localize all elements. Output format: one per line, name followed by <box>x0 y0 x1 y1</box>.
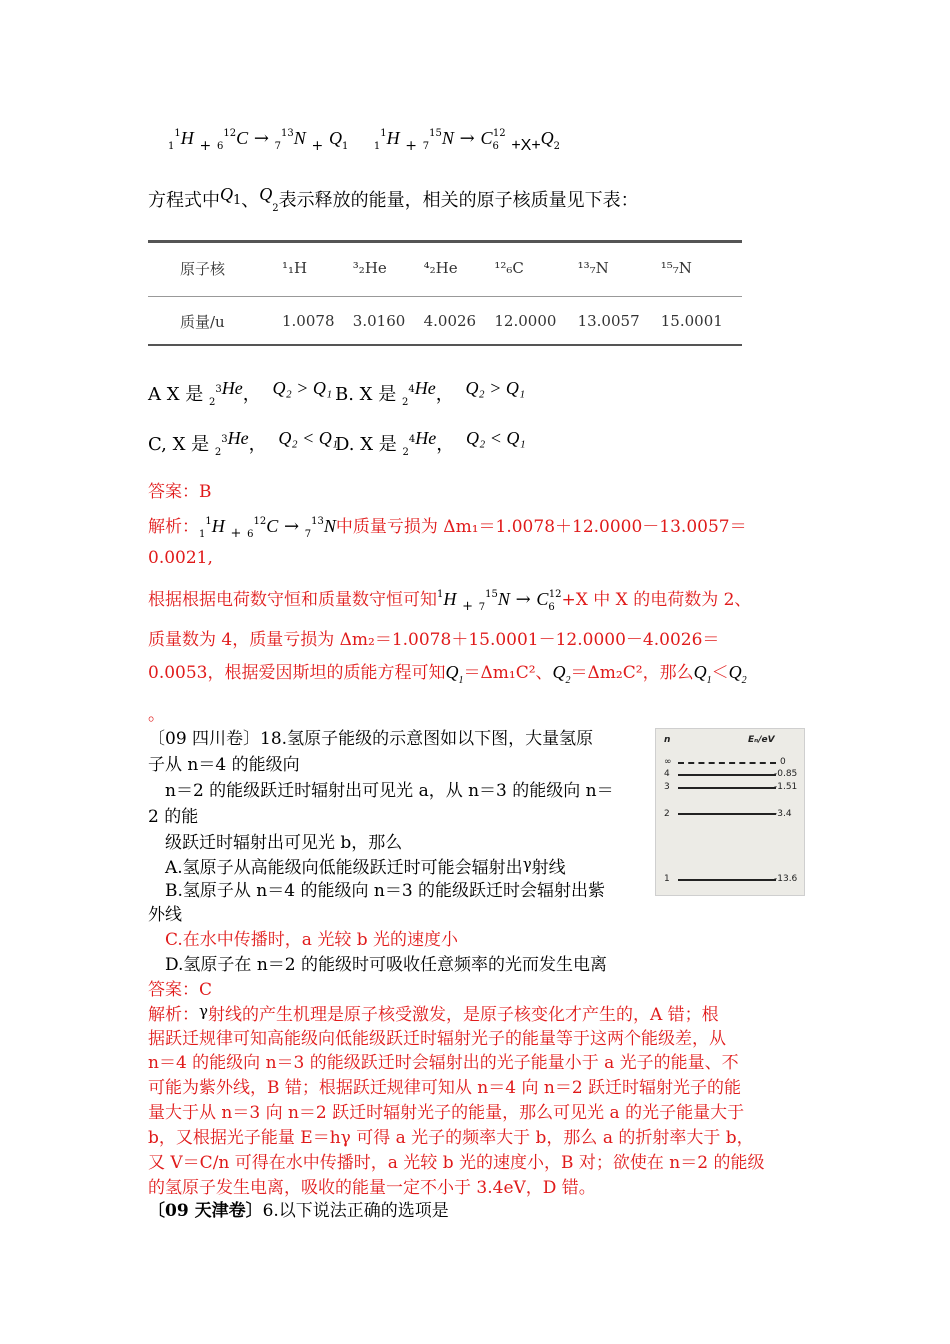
table-row <box>150 296 742 346</box>
text: 解析： <box>148 1005 199 1025</box>
sub: 2 <box>209 397 216 408</box>
table-cell: 4.0026 <box>423 312 477 330</box>
sub: 1 <box>233 193 242 208</box>
relation: Q₂ < Q₁ <box>466 428 526 448</box>
q6-line <box>148 1196 449 1221</box>
table-cell: 3.0160 <box>352 312 406 330</box>
q18-answer: 答案：C <box>148 980 213 1000</box>
symbol: He <box>415 428 437 448</box>
analysis-1-line1 <box>148 512 747 541</box>
analysis-1-line5: 0.0053，根据爱因斯坦的质能方程可知$Q_1=\Delta m_1C^2$、$Q_2=\Delta m_2C^2$，那么$Q_1<Q_2$ <box>148 662 747 686</box>
gamma-symbol: γ <box>522 855 532 873</box>
symbol: He <box>414 378 436 398</box>
eq2: $_1^1$H $_+$ $_7^{15}N \to C_6^{12} +X+Q_2$ <box>373 128 561 154</box>
text: 0.0053，根据爱因斯坦的质能方程可知 <box>148 663 446 683</box>
level-line-4 <box>678 774 776 776</box>
q18-line1: 〔09 四川卷〕18.氢原子能级的示意图如以下图，大量氢原 <box>148 729 594 749</box>
text: 6.以下说法正确的选项是 <box>262 1201 449 1221</box>
n-axis-label: n <box>664 735 671 745</box>
sub: 1 <box>373 141 381 152</box>
text: 解析： <box>148 517 199 537</box>
answer-1: 答案：B <box>148 482 212 502</box>
sub: 7 <box>274 141 282 152</box>
sub: 1 <box>341 141 349 152</box>
level-n-3: 3 <box>664 782 670 792</box>
sub: 2 <box>272 203 279 214</box>
option-label: C, X 是 <box>148 434 210 455</box>
analysis-1-line3 <box>148 585 752 614</box>
x-term: +X+ <box>511 137 541 154</box>
source-tag: 〔09 天津卷〕 <box>148 1201 263 1221</box>
level-n-inf: ∞ <box>664 757 672 767</box>
level-line-inf <box>678 762 776 764</box>
q18-analysis-line2: 据跃迁规律可知高能级向低能级跃迁时辐射光子的能量等于这两个能级差，从 <box>148 1029 726 1049</box>
analysis-1-line6: 。 <box>148 705 165 725</box>
q18-option-d: D.氢原子在 n＝2 的能级时可吸收任意频率的光而发生电离 <box>165 955 607 975</box>
relation: Q₂ > Q₁ <box>465 378 526 398</box>
table-mid-rule <box>148 296 742 297</box>
header-cell: ¹²₆C <box>494 259 524 277</box>
header-cell: ⁴₂He <box>423 259 458 277</box>
header-cell: ¹₁H <box>282 259 308 277</box>
text: A.氢原子从高能级向低能级跃迁时可能会辐射出 <box>165 858 523 878</box>
table-cell: 12.0000 <box>494 312 557 330</box>
q18-line4: 2 的能 <box>148 807 199 827</box>
energy-axis-label: Eₙ/eV <box>748 735 775 745</box>
symbol: Q <box>220 184 233 204</box>
gamma-symbol: γ <box>199 1002 208 1020</box>
text: +X 中 X 的电荷数为 2、 <box>561 590 752 610</box>
option-label: D. X 是 <box>335 434 397 455</box>
symbol: H <box>386 128 400 148</box>
sup: 13 <box>281 128 294 139</box>
sup: 1 <box>174 128 181 139</box>
level-n-4: 4 <box>664 769 670 779</box>
analysis-1-line2: 0.0021, <box>148 548 213 568</box>
q18-analysis-line1 <box>148 1000 719 1025</box>
energy-level-diagram <box>655 728 805 896</box>
sub: 2 <box>402 447 409 458</box>
q18-option-c: C.在水中传播时，a 光较 b 光的速度小 <box>165 930 459 950</box>
level-e-3: -1.51 <box>774 782 798 792</box>
text: 射线的产生机理是原子核受激发，是原子核变化才产生的，A 错；根 <box>207 1005 719 1025</box>
sup: 15 <box>429 128 442 139</box>
q18-analysis-line5: 量大于从 n＝3 向 n＝2 跃迁时辐射光子的能量，那么可见光 a 的光子能量大于 <box>148 1103 745 1123</box>
sub: 2 <box>553 141 561 152</box>
level-line-1 <box>678 879 776 881</box>
q18-option-b2: 外线 <box>148 905 182 925</box>
text: 方程式中 <box>148 190 220 211</box>
relation: Q₂ < Q₁ <box>278 428 339 448</box>
text: ， <box>248 434 267 455</box>
sup: 12 <box>223 128 237 139</box>
analysis-1-line4: 质量数为 4，质量亏损为 Δm₂＝1.0078＋15.0001－12.0000－4.0026＝ <box>148 630 720 650</box>
text: 射线 <box>531 858 566 878</box>
symbol: N <box>441 128 454 148</box>
text: ＝Δm₂C²，那么 <box>570 663 694 683</box>
text: ， <box>242 384 261 405</box>
header-cell: ¹³₇N <box>577 259 609 277</box>
option-a <box>148 380 332 406</box>
level-n-2: 2 <box>664 809 670 819</box>
q18-analysis-line8: 的氢原子发生电离，吸收的能量一定不小于 3.4eV，D 错。 <box>148 1178 596 1198</box>
option-c <box>148 430 338 456</box>
sub: 6 <box>492 141 499 152</box>
symbol: N <box>293 128 306 148</box>
q18-option-b1: B.氢原子从 n＝4 的能级向 n＝3 的能级跃迁时会辐射出紫 <box>165 881 606 901</box>
q18-analysis-line3: n＝4 的能级向 n＝3 的能级跃迁时会辐射出的光子能量小于 a 光子的能量、不 <box>148 1053 739 1073</box>
q18-analysis-line6: b，又根据光子能量 E＝hγ 可得 a 光子的频率大于 b，那么 a 的折射率大于 b， <box>148 1128 754 1148</box>
text: 、 <box>241 190 260 211</box>
level-e-4: -0.85 <box>774 769 798 779</box>
option-d <box>335 430 526 456</box>
level-e-2: -3.4 <box>774 809 792 819</box>
level-line-3 <box>678 787 776 789</box>
symbol: C <box>480 128 493 148</box>
text: ＝Δm₁C²、 <box>463 663 553 683</box>
sub: 2 <box>214 447 222 458</box>
mass-table <box>150 240 742 346</box>
option-label: A X 是 <box>148 384 204 405</box>
sup: 4 <box>408 384 415 395</box>
sub: 6 <box>216 141 224 152</box>
q18-line2: 子从 n＝4 的能级向 <box>148 755 300 775</box>
header-cell: 原子核 <box>180 259 226 278</box>
level-line-2 <box>678 813 776 815</box>
sub: 2 <box>401 397 409 408</box>
q18-analysis-line4: 可能为紫外线，B 错；根据跃迁规律可知从 n＝4 向 n＝2 跃迁时辐射光子的能 <box>148 1078 742 1098</box>
text: ， <box>435 384 454 405</box>
text: 表示释放的能量，相关的原子核质量见下表： <box>278 190 639 211</box>
symbol: Q <box>540 128 554 148</box>
option-b <box>335 380 525 406</box>
level-n-1: 1 <box>664 874 670 884</box>
table-header-row <box>150 240 742 296</box>
table-cell: 13.0057 <box>577 312 640 330</box>
sup: 4 <box>408 434 416 445</box>
relation: Q₂ > Q₁ <box>272 378 333 398</box>
sup: 3 <box>215 384 222 395</box>
inline-equation: $_1^1$H $_+$ $_6^{12}$C → $_7^{13}$N <box>199 516 336 541</box>
symbol: C <box>236 128 249 148</box>
q18-line3: n＝2 的能级跃迁时辐射出可见光 a，从 n＝3 的能级向 n＝ <box>165 781 614 801</box>
inline-equation: $^1$H $_+$ $_7^{15}N \to C_6^{12}$ <box>437 589 562 614</box>
sup: 3 <box>221 434 228 445</box>
intro-line <box>148 186 639 212</box>
q18-option-a <box>165 853 566 878</box>
symbol: He <box>221 378 243 398</box>
table-cell: 1.0078 <box>282 312 335 330</box>
symbol: H <box>180 128 194 148</box>
symbol: He <box>227 428 249 448</box>
eq1: $_1^1$H $_+$ $_6^{12}$C → $_7^{13}$N $_+$ $Q_1$ <box>168 128 349 154</box>
table-bottom-rule <box>148 344 742 346</box>
sub: 7 <box>422 141 430 152</box>
level-e-inf: 0 <box>780 757 786 767</box>
level-e-1: -13.6 <box>774 874 798 884</box>
symbol: Q <box>259 184 273 204</box>
symbol: Q <box>328 128 342 148</box>
text: 根据根据电荷数守恒和质量数守恒可知 <box>148 590 437 610</box>
text: 中质量亏损为 Δm₁＝1.0078＋12.0000－13.0057＝ <box>335 517 747 537</box>
reaction-equations <box>168 128 561 154</box>
sup: 1 <box>380 128 387 139</box>
sub: 1 <box>168 141 175 152</box>
table-cell: 15.0001 <box>660 312 723 330</box>
text: ＜ <box>711 663 729 683</box>
q18-analysis-line7: 又 V＝C/n 可得在水中传播时，a 光较 b 光的速度小，B 对；欲使在 n＝2 的能级 <box>148 1153 765 1173</box>
header-cell: ³₂He <box>352 259 387 277</box>
q18-line5: 级跃迁时辐射出可见光 b，那么 <box>165 833 403 853</box>
header-cell: ¹⁵₇N <box>660 259 692 277</box>
option-label: B. X 是 <box>335 384 397 405</box>
text: ， <box>436 434 455 455</box>
sup: 12 <box>492 128 506 139</box>
row-label: 质量/u <box>180 312 225 331</box>
